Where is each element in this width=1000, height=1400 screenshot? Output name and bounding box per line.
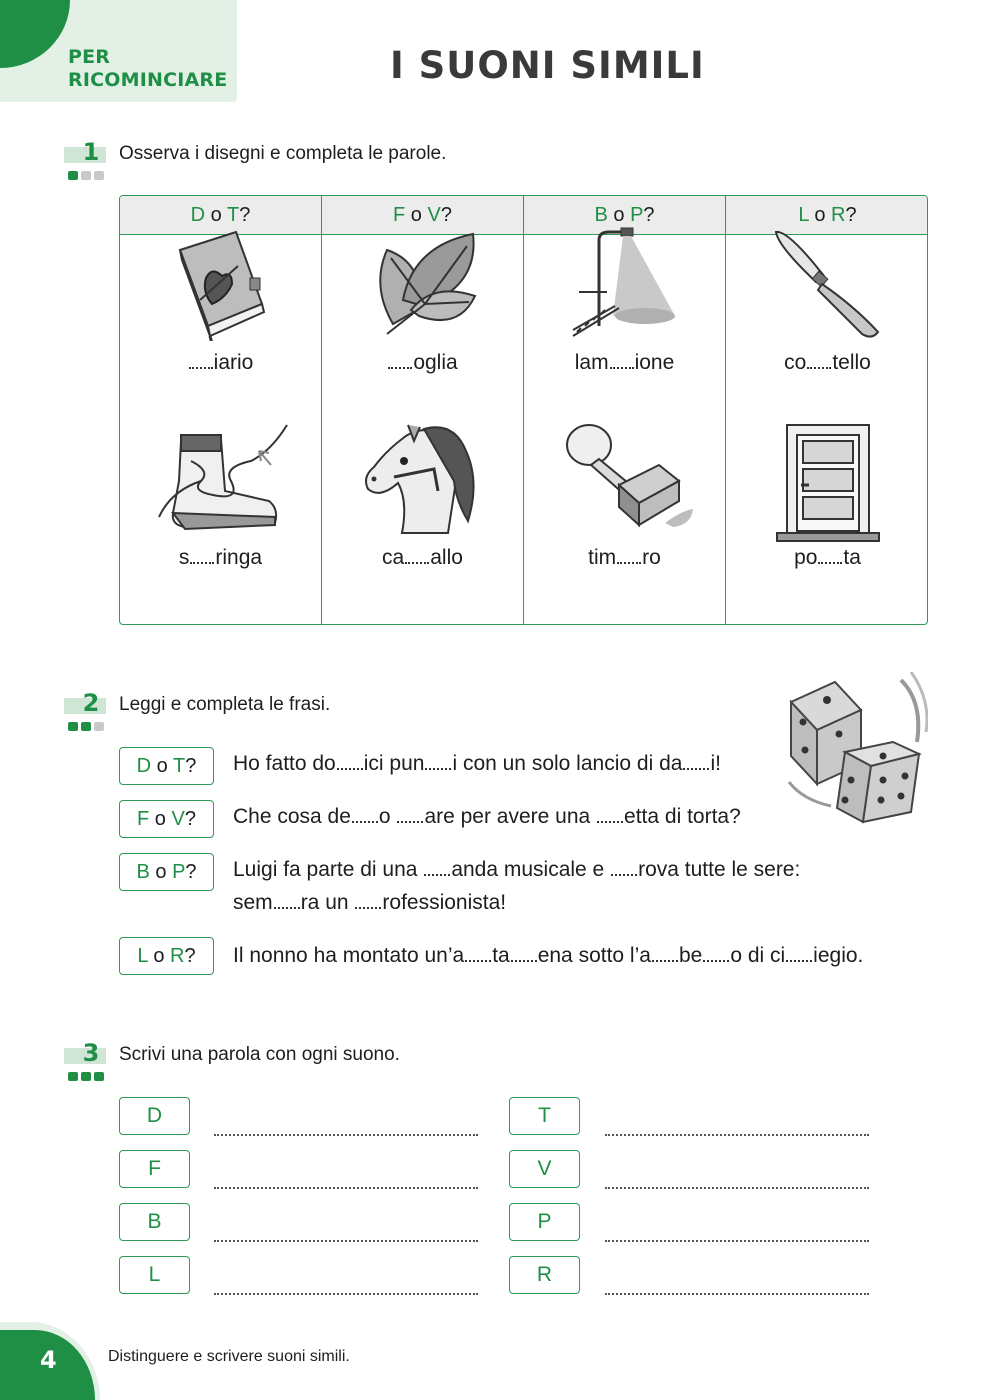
sentence-part: ena sotto l’a	[537, 944, 651, 967]
blank-line[interactable]	[425, 766, 451, 770]
sentence-part: rofessionista!	[382, 891, 507, 914]
sentence-line	[233, 853, 800, 886]
fill-in-sentence	[233, 853, 800, 919]
letter-a: F	[137, 808, 150, 830]
word-end: ione	[634, 351, 675, 374]
word-start: tim	[588, 546, 617, 569]
picture-cell	[322, 421, 523, 541]
incomplete-word	[726, 351, 928, 375]
exercise-3-number	[62, 1039, 106, 1083]
word-o: o	[149, 861, 173, 883]
sentence-part: sem	[233, 891, 273, 914]
sentence-part: be	[678, 944, 703, 967]
word-o: o	[205, 204, 227, 226]
word-o: o	[808, 204, 832, 226]
word-end: ta	[843, 546, 861, 569]
blank-line[interactable]	[190, 560, 214, 564]
blank-line[interactable]	[388, 365, 412, 369]
section-label	[68, 46, 227, 92]
sentence-part: o	[378, 805, 397, 828]
picture-cell	[524, 421, 725, 541]
word-start: ca	[382, 546, 405, 569]
question-mark: ?	[185, 755, 197, 777]
difficulty-dots	[68, 1072, 104, 1081]
sound-choice-tag	[119, 800, 214, 838]
letter-a: F	[393, 204, 406, 226]
word-end: tello	[832, 351, 871, 374]
picture-cell	[726, 421, 928, 541]
letter-a: B	[594, 204, 608, 226]
word-o: o	[151, 755, 173, 777]
sound-box: V	[509, 1150, 580, 1188]
sound-box: F	[119, 1150, 190, 1188]
word-end: allo	[430, 546, 463, 569]
question-mark: ?	[239, 204, 251, 226]
incomplete-word	[726, 546, 928, 570]
blank-line[interactable]	[611, 872, 637, 876]
incomplete-word	[120, 546, 321, 570]
picture-cell	[120, 226, 321, 346]
sentence-part: Il nonno ha montato un’a	[233, 944, 465, 967]
fill-in-sentence	[233, 800, 741, 833]
sentence-line	[233, 886, 800, 919]
question-mark: ?	[845, 204, 857, 226]
letter-a: D	[136, 755, 152, 777]
grid-column	[120, 196, 322, 624]
blank-line[interactable]	[352, 819, 378, 823]
letter-a: L	[798, 204, 809, 226]
blank-line[interactable]	[703, 958, 729, 962]
letter-b: P	[172, 861, 186, 883]
sentence-part: etta di torta?	[624, 805, 741, 828]
blank-line[interactable]	[397, 819, 423, 823]
question-mark: ?	[184, 808, 196, 830]
fill-in-sentence	[233, 747, 721, 780]
word-end: oglia	[413, 351, 458, 374]
sentence-part: rova tutte le sere:	[638, 858, 801, 881]
incomplete-word	[322, 546, 523, 570]
sentence-part: Ho fatto do	[233, 752, 336, 775]
incomplete-word	[120, 351, 321, 375]
letter-b: P	[630, 204, 644, 226]
dice-illustration	[783, 672, 928, 827]
sound-choice-tag	[119, 937, 214, 975]
blank-line[interactable]	[610, 365, 634, 369]
blank-line[interactable]	[818, 560, 842, 564]
exercise-3-instruction: Scrivi una parola con ogni suono.	[119, 1044, 400, 1065]
stamp-icon	[524, 421, 725, 536]
blank-line[interactable]	[597, 819, 623, 823]
blank-line[interactable]	[683, 766, 709, 770]
difficulty-dots	[68, 722, 104, 731]
word-o: o	[149, 808, 172, 830]
picture-cell	[120, 421, 321, 541]
exercise-number-text: 2	[82, 689, 100, 717]
leaf-icon	[322, 226, 523, 341]
page-title: I SUONI SIMILI	[390, 44, 705, 87]
picture-cell	[524, 226, 725, 346]
footer-text: Distinguere e scrivere suoni simili.	[108, 1348, 350, 1365]
shoe-icon	[120, 421, 321, 536]
question-mark: ?	[185, 861, 197, 883]
write-line[interactable]	[605, 1187, 869, 1189]
word-o: o	[147, 945, 171, 967]
incomplete-word	[524, 351, 725, 375]
sentence-part: are per avere una	[424, 805, 597, 828]
sound-choice-tag	[119, 853, 214, 891]
incomplete-word	[524, 546, 725, 570]
dice-icon	[783, 672, 928, 827]
write-line[interactable]	[605, 1240, 869, 1242]
sentence-line	[233, 747, 721, 780]
grid-column	[322, 196, 524, 624]
sentence-line	[233, 939, 863, 972]
section-label-line1: PER	[68, 46, 111, 68]
sentence-part: i con un solo lancio di da	[452, 752, 683, 775]
blank-line[interactable]	[274, 905, 300, 909]
letter-b: R	[170, 945, 185, 967]
blank-line[interactable]	[189, 365, 213, 369]
exercise-2-instruction: Leggi e completa le frasi.	[119, 694, 331, 715]
exercise-1-instruction: Osserva i disegni e completa le parole.	[119, 143, 447, 164]
door-icon	[726, 421, 928, 546]
sound-box: D	[119, 1097, 190, 1135]
fill-in-sentence	[233, 939, 863, 972]
word-start: po	[794, 546, 818, 569]
question-mark: ?	[643, 204, 655, 226]
letter-a: L	[137, 945, 148, 967]
page-number: 4	[40, 1346, 57, 1374]
sentence-part: Luigi fa parte di una	[233, 858, 424, 881]
question-mark: ?	[184, 945, 196, 967]
blank-line[interactable]	[786, 958, 812, 962]
blank-line[interactable]	[511, 958, 537, 962]
streetlamp-icon	[524, 226, 725, 341]
letter-b: V	[427, 204, 441, 226]
sound-box: P	[509, 1203, 580, 1241]
word-start: co	[784, 351, 807, 374]
write-line[interactable]	[214, 1293, 478, 1295]
blank-line[interactable]	[617, 560, 641, 564]
sound-box: R	[509, 1256, 580, 1294]
blank-line[interactable]	[652, 958, 678, 962]
blank-line[interactable]	[405, 560, 429, 564]
letter-b: V	[171, 808, 185, 830]
exercise-1-grid	[119, 195, 928, 625]
sentence-part: ra un	[300, 891, 355, 914]
exercise-number-text: 3	[82, 1039, 100, 1067]
write-line[interactable]	[605, 1293, 869, 1295]
difficulty-dots	[68, 171, 104, 180]
sentence-line	[233, 800, 741, 833]
blank-line[interactable]	[337, 766, 363, 770]
blank-line[interactable]	[465, 958, 491, 962]
blank-line[interactable]	[424, 872, 450, 876]
write-line[interactable]	[214, 1187, 478, 1189]
word-o: o	[405, 204, 428, 226]
letter-b: T	[226, 204, 240, 226]
question-mark: ?	[440, 204, 452, 226]
sound-box: L	[119, 1256, 190, 1294]
incomplete-word	[322, 351, 523, 375]
write-line[interactable]	[214, 1134, 478, 1136]
sound-choice-tag	[119, 747, 214, 785]
word-start: lam	[574, 351, 609, 374]
word-end: ringa	[215, 546, 263, 569]
diary-icon	[120, 226, 321, 341]
letter-b: R	[831, 204, 846, 226]
blank-line[interactable]	[355, 905, 381, 909]
word-o: o	[607, 204, 631, 226]
exercise-2-number	[62, 689, 106, 733]
letter-b: T	[172, 755, 186, 777]
blank-line[interactable]	[807, 365, 831, 369]
sentence-part: i!	[710, 752, 721, 775]
grid-column	[726, 196, 928, 624]
exercise-number-text: 1	[82, 138, 100, 166]
picture-cell	[322, 226, 523, 346]
sentence-part: o di ci	[730, 944, 786, 967]
sentence-part: anda musicale e	[451, 858, 611, 881]
sentence-part: iegio.	[813, 944, 864, 967]
exercise-1-number	[62, 138, 106, 182]
sentence-part: ta	[492, 944, 510, 967]
section-label-line2: RICOMINCIARE	[68, 69, 228, 91]
sentence-part: Che cosa de	[233, 805, 351, 828]
horse-icon	[322, 421, 523, 536]
knife-icon	[726, 226, 928, 341]
sentence-part: ici pun	[363, 752, 425, 775]
sound-box: T	[509, 1097, 580, 1135]
word-end: ro	[642, 546, 661, 569]
letter-a: D	[190, 204, 206, 226]
picture-cell	[726, 226, 928, 346]
word-start: s	[178, 546, 190, 569]
sound-box: B	[119, 1203, 190, 1241]
letter-a: B	[136, 861, 150, 883]
write-line[interactable]	[214, 1240, 478, 1242]
write-line[interactable]	[605, 1134, 869, 1136]
grid-column	[524, 196, 726, 624]
word-end: iario	[213, 351, 254, 374]
